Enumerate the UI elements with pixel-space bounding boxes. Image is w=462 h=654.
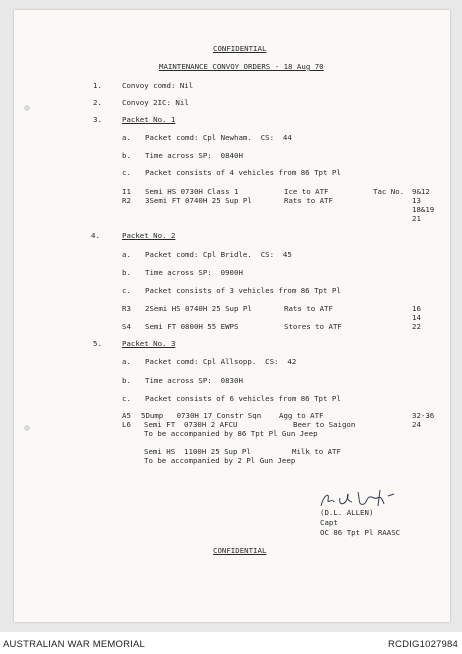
item-number: 4.: [91, 231, 100, 240]
archive-id: RCDIG1027984: [388, 639, 458, 650]
vehicle-dest: Rats to ATF: [284, 196, 333, 205]
signatory-unit: OC 86 Tpt Pl RAASC: [320, 528, 401, 537]
packet-2-title: Packet No. 2: [122, 231, 176, 240]
sub-label: b.: [122, 151, 131, 160]
convoy-2ic: Convoy 2IC: Nil: [122, 98, 189, 107]
vehicle-desc: 5Dump 0730H 17 Constr Sqn: [141, 411, 262, 420]
signatory-name: (D.L. ALLEN): [320, 508, 374, 517]
tac-number: 18&19: [412, 205, 435, 214]
escort-note: To be accompanied by 86 Tpt Pl Gun Jeep: [144, 429, 318, 438]
document-title: MAINTENANCE CONVOY ORDERS - 18 Aug 70: [159, 62, 324, 71]
vehicle-dest: Milk to ATF: [292, 447, 341, 456]
item-number: 2.: [93, 98, 102, 107]
packet-1-title: Packet No. 1: [122, 115, 176, 124]
tac-number: 14: [412, 313, 421, 322]
punch-hole: [24, 105, 30, 111]
classification-header: CONFIDENTIAL: [213, 44, 267, 53]
vehicle-desc: 3Semi FT 0740H 25 Sup Pl: [145, 196, 252, 205]
packet-1-vehicles: Packet consists of 4 vehicles from 86 Tpt Pl: [145, 168, 341, 177]
sub-label: a.: [122, 133, 131, 142]
tac-number: 24: [412, 420, 421, 429]
sub-label: c.: [122, 286, 131, 295]
punch-hole: [24, 425, 30, 431]
vehicle-desc: 2Semi HS 0740H 25 Sup Pl: [145, 304, 252, 313]
vehicle-dest: Beer to Saigon: [293, 420, 356, 429]
vehicle-desc: Semi HS 0730H Class 1: [145, 187, 239, 196]
vehicle-desc: Semi FT 0800H 55 EWPS: [145, 322, 239, 331]
tac-number: 32-36: [412, 411, 435, 420]
vehicle-dest: Ice to ATF: [284, 187, 329, 196]
vehicle-dest: Agg to ATF: [279, 411, 324, 420]
packet-3-commander: Packet comd: Cpl Allsopp. CS: 42: [145, 357, 297, 366]
sub-label: c.: [122, 394, 131, 403]
item-number: 5.: [93, 339, 102, 348]
vehicle-dest: Rats to ATF: [284, 304, 333, 313]
vehicle-dest: Stores to ATF: [284, 322, 342, 331]
convoy-commander: Convoy comd: Nil: [122, 81, 194, 90]
vehicle-id: I1: [122, 187, 131, 196]
sub-label: c.: [122, 168, 131, 177]
vehicle-id: R3: [122, 304, 131, 313]
tac-number: 9&12: [412, 187, 430, 196]
escort-note: To be accompanied by 2 Pl Gun Jeep: [144, 456, 296, 465]
vehicle-id: L6: [122, 420, 131, 429]
packet-3-title: Packet No. 3: [122, 339, 176, 348]
packet-3-vehicles: Packet consists of 6 vehicles from 86 Tpt Pl: [145, 394, 341, 403]
packet-2-sp-time: Time across SP: 0900H: [145, 268, 243, 277]
packet-1-commander: Packet comd: Cpl Newham. CS: 44: [145, 133, 292, 142]
sub-label: b.: [122, 376, 131, 385]
archive-name: AUSTRALIAN WAR MEMORIAL: [3, 639, 146, 650]
sub-label: b.: [122, 268, 131, 277]
vehicle-desc: Semi FT 0730H 2 AFCU: [144, 420, 238, 429]
classification-footer: CONFIDENTIAL: [213, 546, 267, 555]
tac-number: 16: [412, 304, 421, 313]
tac-number: 22: [412, 322, 421, 331]
vehicle-desc: Semi HS 1100H 25 Sup Pl: [144, 447, 251, 456]
vehicle-id: S4: [122, 322, 131, 331]
item-number: 3.: [93, 115, 102, 124]
item-number: 1.: [93, 81, 102, 90]
packet-1-sp-time: Time across SP: 0840H: [145, 151, 243, 160]
packet-2-vehicles: Packet consists of 3 vehicles from 86 Tpt Pl: [145, 286, 341, 295]
tac-number: 13: [412, 196, 421, 205]
packet-2-commander: Packet comd: Cpl Bridle. CS: 45: [145, 250, 292, 259]
tac-number: 21: [412, 214, 421, 223]
sub-label: a.: [122, 250, 131, 259]
packet-3-sp-time: Time across SP: 0830H: [145, 376, 243, 385]
vehicle-id: R2: [122, 196, 131, 205]
tac-no-header: Tac No.: [373, 187, 405, 196]
archive-footer: [0, 634, 462, 654]
vehicle-id: A5: [122, 411, 131, 420]
signatory-rank: Capt: [320, 518, 338, 527]
sub-label: a.: [122, 357, 131, 366]
